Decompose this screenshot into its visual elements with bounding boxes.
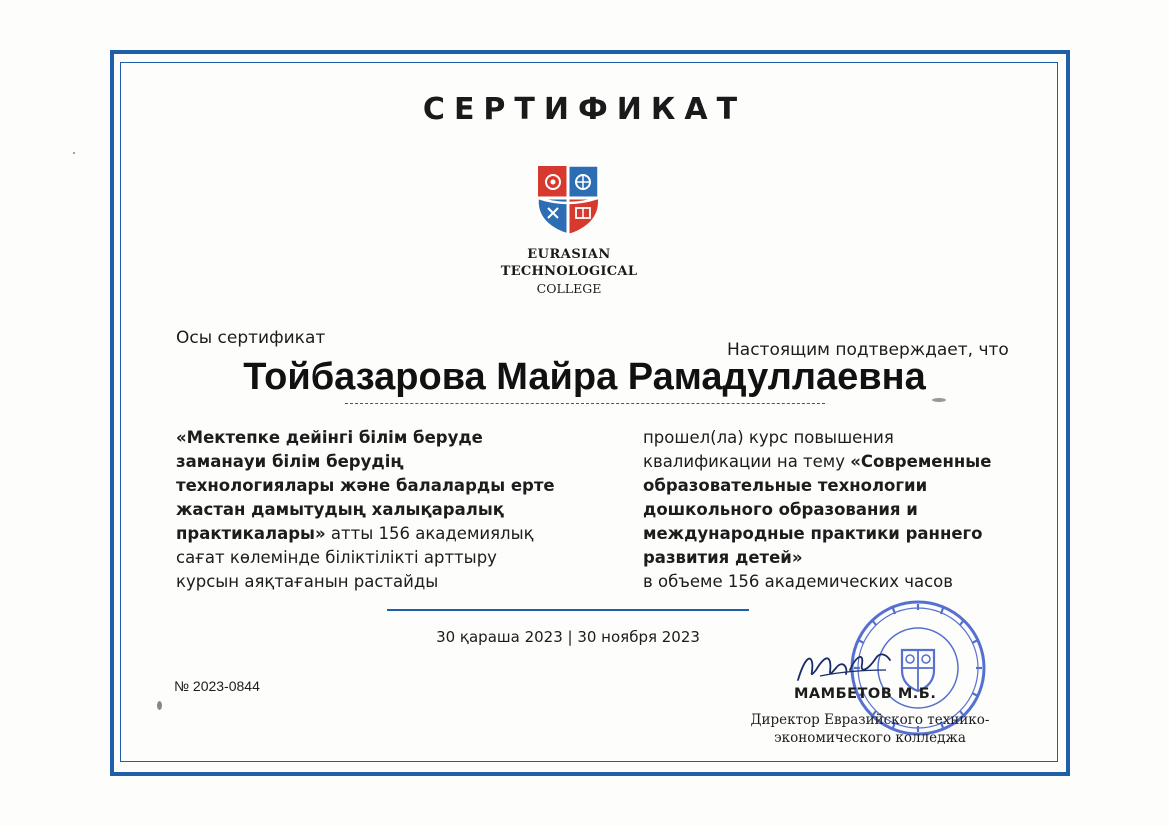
russian-intro-text: Настоящим подтверждает, что — [727, 340, 1009, 360]
certificate-title: СЕРТИФИКАТ — [422, 92, 747, 127]
signer-position — [720, 711, 1020, 747]
kazakh-course-title: «Мектепке дейінгі білім беруде заманауи білім берудің технологиялары және балаларды ерте жастан дамытудың халықаралық практикалары» — [176, 428, 555, 543]
russian-course-description — [643, 426, 1003, 594]
logo-line-3: COLLEGE — [536, 281, 602, 296]
recipient-name: Тойбазарова Майра Рамадуллаевна — [243, 356, 926, 398]
certificate-number: № 2023-0844 — [174, 678, 260, 694]
name-underline — [345, 403, 825, 404]
signer-position-line-2: экономического колледжа — [774, 730, 966, 746]
logo-line-2: TECHNOLOGICAL — [500, 264, 638, 279]
issue-dates: 30 қараша 2023 | 30 ноября 2023 — [436, 628, 700, 646]
kazakh-course-details: атты 156 академиялық сағат көлемінде біліктілікті арттыру курсын аяқтағанын растайды — [176, 524, 534, 591]
scan-speck — [157, 701, 162, 710]
date-divider — [387, 609, 749, 611]
kazakh-course-description — [176, 426, 556, 594]
scan-speck — [73, 152, 75, 154]
signer-position-line-1: Директор Евразийского технико- — [750, 712, 990, 728]
russian-course-lead: прошел(ла) курс повышения квалификации на тему — [643, 428, 894, 471]
kazakh-intro-text: Осы сертификат — [176, 328, 326, 348]
russian-course-title: «Современные образовательные технологии дошкольного образования и международные практики раннего развития детей» — [643, 452, 992, 567]
logo-line-1: EURASIAN — [527, 247, 611, 262]
signer-name: МАМБЕТОВ М.Б. — [794, 686, 937, 702]
russian-course-hours: в объеме 156 академических часов — [643, 572, 953, 591]
college-logo-wordmark — [484, 246, 654, 297]
college-logo-shield-icon — [536, 164, 600, 236]
scan-speck — [932, 398, 946, 402]
director-signature-icon — [790, 640, 900, 690]
